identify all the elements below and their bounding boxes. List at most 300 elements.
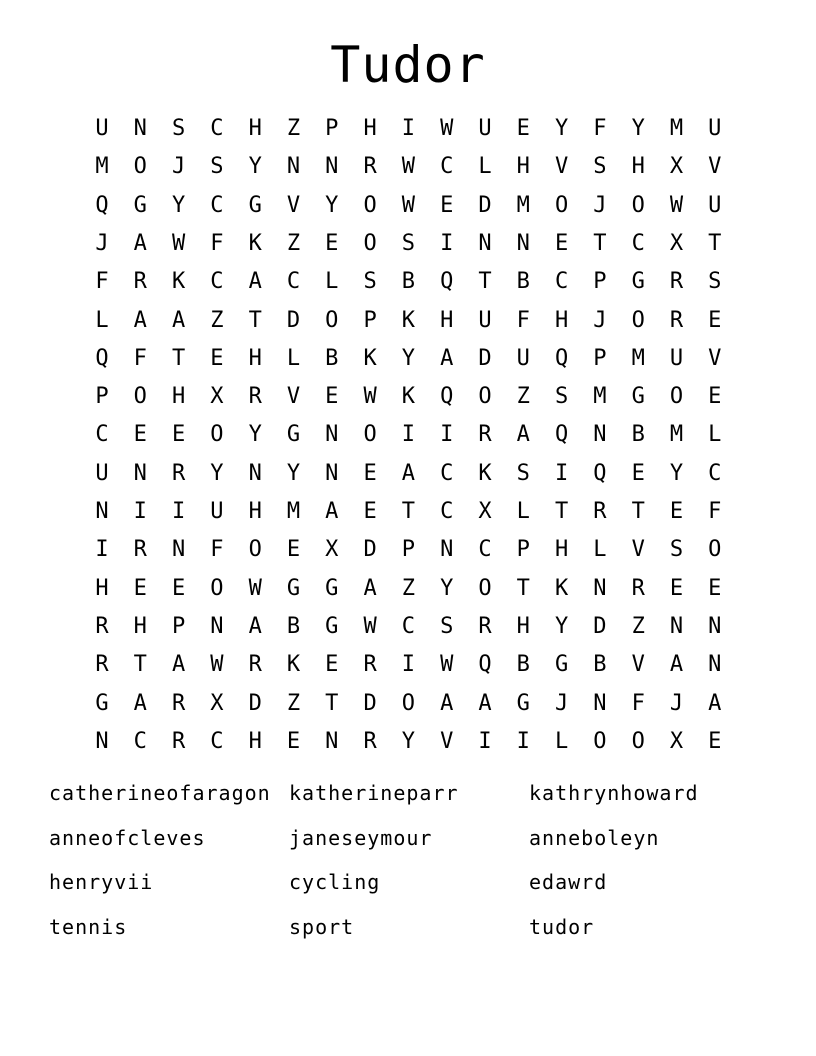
grid-letter[interactable]: M [669, 422, 684, 448]
grid-row [83, 723, 735, 761]
grid-letter[interactable]: E [708, 575, 722, 601]
grid-letter[interactable]: N [593, 422, 607, 448]
grid-letter[interactable]: I [554, 460, 569, 486]
grid-letter[interactable]: Y [171, 192, 186, 218]
grid-letter[interactable]: O [133, 154, 147, 180]
grid-letter[interactable]: N [516, 230, 530, 256]
grid-letter[interactable]: Y [440, 575, 454, 601]
grid-letter[interactable]: R [363, 154, 377, 180]
grid-letter[interactable]: G [325, 575, 339, 601]
grid-letter[interactable]: R [363, 728, 377, 754]
grid-letter[interactable]: A [516, 422, 530, 448]
grid-letter[interactable]: H [554, 537, 569, 563]
grid-letter[interactable]: C [133, 728, 147, 754]
grid-letter[interactable]: W [210, 652, 224, 678]
grid-letter[interactable]: S [210, 154, 224, 180]
grid-letter[interactable]: V [554, 154, 569, 180]
grid-letter[interactable]: M [286, 499, 301, 524]
grid-letter[interactable]: A [133, 230, 147, 256]
grid-letter[interactable]: G [631, 384, 645, 410]
grid-letter[interactable]: A [248, 269, 262, 295]
grid-letter[interactable]: E [516, 116, 530, 141]
grid-letter[interactable]: I [401, 116, 416, 141]
grid-letter[interactable]: N [325, 460, 339, 486]
grid-letter[interactable]: Z [286, 116, 301, 141]
grid-letter[interactable]: A [440, 690, 454, 716]
grid-letter[interactable]: E [708, 728, 722, 754]
grid-letter[interactable]: L [325, 269, 339, 295]
grid-letter[interactable]: B [516, 652, 530, 678]
grid-letter[interactable]: C [210, 269, 224, 295]
grid-letter[interactable]: R [363, 652, 377, 678]
grid-letter[interactable]: J [593, 307, 607, 333]
grid-letter[interactable]: K [286, 652, 301, 678]
grid-letter[interactable]: Y [554, 613, 569, 639]
grid-letter[interactable]: O [133, 384, 147, 410]
grid-letter[interactable]: N [95, 728, 109, 754]
grid-letter[interactable]: A [669, 652, 684, 678]
grid-letter[interactable]: E [325, 230, 339, 256]
grid-letter[interactable]: L [478, 154, 492, 180]
grid-letter[interactable]: Q [554, 345, 569, 371]
grid-letter[interactable]: L [95, 307, 109, 333]
grid-letter[interactable]: Q [95, 192, 109, 218]
grid-letter[interactable]: T [171, 345, 186, 371]
grid-letter[interactable]: I [171, 499, 186, 524]
grid-letter[interactable]: E [440, 192, 454, 218]
grid-letter[interactable]: G [325, 613, 339, 639]
grid-letter[interactable]: B [286, 613, 301, 639]
grid-letter[interactable]: I [478, 728, 492, 754]
grid-letter[interactable]: T [516, 575, 530, 601]
grid-letter[interactable]: N [248, 460, 262, 486]
grid-letter[interactable]: G [95, 690, 109, 716]
grid-letter[interactable]: O [554, 192, 569, 218]
word-list-item: katherineparr [289, 781, 459, 805]
grid-letter[interactable]: Z [401, 575, 416, 601]
grid-letter[interactable]: T [708, 230, 722, 256]
grid-letter[interactable]: R [133, 269, 147, 295]
grid-letter[interactable]: O [631, 728, 645, 754]
grid-letter[interactable]: E [363, 460, 377, 486]
grid-letter[interactable]: R [248, 384, 262, 410]
grid-letter[interactable]: N [133, 460, 147, 486]
grid-letter[interactable]: D [593, 613, 607, 639]
grid-letter[interactable]: Y [554, 116, 569, 141]
grid-letter[interactable]: O [631, 307, 645, 333]
grid-letter[interactable]: U [516, 345, 530, 371]
grid-letter[interactable]: E [171, 575, 186, 601]
grid-letter[interactable]: L [593, 537, 607, 563]
grid-letter[interactable]: K [401, 307, 416, 333]
grid-letter[interactable]: C [210, 192, 224, 218]
grid-letter[interactable]: P [516, 537, 530, 563]
grid-letter[interactable]: U [708, 116, 722, 141]
grid-letter[interactable]: G [286, 422, 301, 448]
grid-letter[interactable]: E [708, 307, 722, 333]
grid-letter[interactable]: N [325, 154, 339, 180]
grid-letter[interactable]: U [210, 499, 224, 524]
grid-letter[interactable]: N [708, 613, 722, 639]
grid-letter[interactable]: I [133, 499, 147, 524]
grid-letter[interactable]: Y [210, 460, 224, 486]
grid-letter[interactable]: A [440, 345, 454, 371]
grid-letter[interactable]: H [171, 384, 186, 410]
grid-letter[interactable]: A [401, 460, 416, 486]
grid-letter[interactable]: N [440, 537, 454, 563]
grid-letter[interactable]: G [133, 192, 147, 218]
grid-letter[interactable]: E [554, 230, 569, 256]
grid-letter[interactable]: J [669, 690, 684, 716]
grid-letter[interactable]: V [708, 154, 722, 180]
grid-letter[interactable]: A [363, 575, 377, 601]
grid-letter[interactable]: O [478, 575, 492, 601]
grid-letter[interactable]: H [95, 575, 109, 601]
grid-row [83, 646, 735, 684]
grid-letter[interactable]: Y [401, 728, 416, 754]
grid-letter[interactable]: O [363, 422, 377, 448]
grid-letter[interactable]: K [554, 575, 569, 601]
grid-letter[interactable]: R [95, 613, 109, 639]
grid-letter[interactable]: L [286, 345, 301, 371]
grid-letter[interactable]: Z [516, 384, 530, 410]
grid-letter[interactable]: P [363, 307, 377, 333]
grid-letter[interactable]: E [669, 499, 684, 524]
grid-letter[interactable]: Q [95, 345, 109, 371]
grid-letter[interactable]: F [631, 690, 645, 716]
grid-letter[interactable]: S [401, 230, 416, 256]
grid-letter[interactable]: N [210, 613, 224, 639]
grid-letter[interactable]: U [95, 116, 109, 141]
grid-letter[interactable]: E [133, 422, 147, 448]
grid-letter[interactable]: F [516, 307, 530, 333]
grid-letter[interactable]: O [363, 192, 377, 218]
grid-letter[interactable]: F [95, 269, 109, 295]
grid-letter[interactable]: H [363, 116, 377, 141]
grid-letter[interactable]: N [669, 613, 684, 639]
word-list-item: henryvii [49, 870, 154, 894]
grid-letter[interactable]: E [171, 422, 186, 448]
grid-letter[interactable]: A [708, 690, 722, 716]
grid-letter[interactable]: R [171, 690, 186, 716]
grid-letter[interactable]: N [133, 116, 147, 141]
grid-letter[interactable]: O [593, 728, 607, 754]
grid-letter[interactable]: H [133, 613, 147, 639]
grid-letter[interactable]: T [248, 307, 262, 333]
grid-letter[interactable]: K [478, 460, 492, 486]
grid-letter[interactable]: A [133, 690, 147, 716]
grid-letter[interactable]: L [708, 422, 722, 448]
grid-letter[interactable]: T [325, 690, 339, 716]
grid-letter[interactable]: D [478, 345, 492, 371]
grid-letter[interactable]: U [478, 116, 492, 141]
grid-letter[interactable]: I [440, 230, 454, 256]
grid-letter[interactable]: L [554, 728, 569, 754]
grid-letter[interactable]: W [171, 230, 186, 256]
grid-letter[interactable]: C [631, 230, 645, 256]
grid-letter[interactable]: A [478, 690, 492, 716]
grid-letter[interactable]: X [669, 728, 684, 754]
grid-letter[interactable]: M [631, 345, 645, 371]
grid-letter[interactable]: O [210, 422, 224, 448]
grid-letter[interactable]: M [593, 384, 607, 410]
grid-letter[interactable]: E [286, 537, 301, 563]
grid-letter[interactable]: F [593, 116, 607, 141]
grid-letter[interactable]: C [210, 728, 224, 754]
grid-letter[interactable]: E [363, 499, 377, 524]
grid-letter[interactable]: T [554, 499, 569, 524]
grid-letter[interactable]: C [440, 499, 454, 524]
grid-letter[interactable]: Q [478, 652, 492, 678]
grid-letter[interactable]: O [363, 230, 377, 256]
grid-letter[interactable]: J [95, 230, 109, 256]
grid-letter[interactable]: B [401, 269, 416, 295]
grid-letter[interactable]: S [363, 269, 377, 295]
grid-letter[interactable]: N [593, 690, 607, 716]
grid-letter[interactable]: Y [286, 460, 301, 486]
grid-letter[interactable]: C [708, 460, 722, 486]
word-list-item: anneboleyn [529, 825, 660, 850]
grid-letter[interactable]: S [593, 154, 607, 180]
grid-letter[interactable]: T [593, 230, 607, 256]
grid-letter[interactable]: U [708, 192, 722, 218]
grid-letter[interactable]: X [669, 154, 684, 180]
grid-letter[interactable]: E [631, 460, 645, 486]
grid-letter[interactable]: R [248, 652, 262, 678]
grid-letter[interactable]: T [401, 499, 416, 524]
word-list-item: tennis [49, 914, 128, 939]
grid-letter[interactable]: R [631, 575, 645, 601]
grid-letter[interactable]: U [669, 345, 684, 371]
grid-letter[interactable]: I [516, 728, 530, 754]
grid-letter[interactable]: M [95, 154, 109, 180]
grid-letter[interactable]: Z [286, 230, 301, 256]
grid-row [83, 340, 735, 378]
grid-letter[interactable]: V [440, 728, 454, 754]
grid-letter[interactable]: R [593, 499, 607, 524]
grid-letter[interactable]: O [248, 537, 262, 563]
grid-letter[interactable]: X [210, 690, 224, 716]
grid-letter[interactable]: V [286, 192, 301, 218]
grid-letter[interactable]: X [478, 499, 492, 524]
grid-letter[interactable]: Z [210, 307, 224, 333]
grid-letter[interactable]: Y [631, 116, 645, 141]
grid-letter[interactable]: H [516, 613, 530, 639]
grid-letter[interactable]: F [708, 499, 722, 524]
grid-letter[interactable]: G [554, 652, 569, 678]
grid-letter[interactable]: T [478, 269, 492, 295]
grid-letter[interactable]: S [171, 116, 186, 141]
grid-letter[interactable]: W [440, 652, 454, 678]
grid-row [83, 110, 735, 148]
grid-letter[interactable]: H [516, 154, 530, 180]
grid-letter[interactable]: R [478, 613, 492, 639]
grid-letter[interactable]: M [516, 192, 530, 218]
grid-letter[interactable]: O [631, 192, 645, 218]
grid-row [83, 263, 735, 301]
grid-letter[interactable]: J [593, 192, 607, 218]
grid-letter[interactable]: N [708, 652, 722, 678]
grid-letter[interactable]: C [210, 116, 224, 141]
grid-letter[interactable]: Q [440, 269, 454, 295]
grid-letter[interactable]: H [440, 307, 454, 333]
grid-letter[interactable]: O [669, 384, 684, 410]
grid-letter[interactable]: N [95, 499, 109, 524]
grid-letter[interactable]: X [325, 537, 339, 563]
grid-letter[interactable]: K [171, 269, 186, 295]
grid-letter[interactable]: U [478, 307, 492, 333]
grid-letter[interactable]: G [248, 192, 262, 218]
grid-letter[interactable]: P [401, 537, 416, 563]
grid-letter[interactable]: R [95, 652, 109, 678]
grid-letter[interactable]: Y [669, 460, 684, 486]
grid-letter[interactable]: N [478, 230, 492, 256]
grid-letter[interactable]: X [669, 230, 684, 256]
grid-letter[interactable]: W [440, 116, 454, 141]
grid-letter[interactable]: G [286, 575, 301, 601]
grid-letter[interactable]: K [363, 345, 377, 371]
grid-letter[interactable]: G [631, 269, 645, 295]
grid-letter[interactable]: Z [631, 613, 645, 639]
grid-letter[interactable]: W [669, 192, 684, 218]
grid-letter[interactable]: E [669, 575, 684, 601]
grid-letter[interactable]: B [593, 652, 607, 678]
grid-letter[interactable]: N [286, 154, 301, 180]
grid-letter[interactable]: H [248, 728, 262, 754]
grid-letter[interactable]: N [325, 422, 339, 448]
grid-letter[interactable]: A [171, 307, 186, 333]
grid-letter[interactable]: U [95, 460, 109, 486]
grid-letter[interactable]: E [708, 384, 722, 410]
grid-letter[interactable]: O [325, 307, 339, 333]
grid-letter[interactable]: Y [248, 422, 262, 448]
grid-letter[interactable]: P [325, 116, 339, 141]
grid-letter[interactable]: K [401, 384, 416, 410]
grid-row [83, 608, 735, 646]
grid-letter[interactable]: O [708, 537, 722, 563]
grid-letter[interactable]: A [171, 652, 186, 678]
grid-letter[interactable]: P [593, 345, 607, 371]
grid-letter[interactable]: E [210, 345, 224, 371]
grid-letter[interactable]: Y [401, 345, 416, 371]
grid-letter[interactable]: V [631, 652, 645, 678]
grid-letter[interactable]: W [363, 384, 377, 410]
grid-letter[interactable]: D [363, 690, 377, 716]
grid-letter[interactable]: S [708, 269, 722, 295]
grid-letter[interactable]: H [631, 154, 645, 180]
grid-letter[interactable]: E [286, 728, 301, 754]
grid-letter[interactable]: C [286, 269, 301, 295]
grid-letter[interactable]: J [554, 690, 569, 716]
grid-letter[interactable]: R [171, 728, 186, 754]
grid-letter[interactable]: S [440, 613, 454, 639]
grid-letter[interactable]: A [325, 499, 339, 524]
grid-letter[interactable]: H [554, 307, 569, 333]
grid-letter[interactable]: K [248, 230, 262, 256]
grid-letter[interactable]: W [363, 613, 377, 639]
grid-letter[interactable]: B [516, 269, 530, 295]
grid-letter[interactable]: Y [325, 192, 339, 218]
grid-letter[interactable]: Q [593, 460, 607, 486]
grid-letter[interactable]: G [516, 690, 530, 716]
grid-letter[interactable]: I [401, 422, 416, 448]
grid-letter[interactable]: X [210, 384, 224, 410]
grid-letter[interactable]: V [708, 345, 722, 371]
grid-letter[interactable]: B [631, 422, 645, 448]
grid-letter[interactable]: D [363, 537, 377, 563]
grid-letter[interactable]: E [133, 575, 147, 601]
grid-letter[interactable]: R [478, 422, 492, 448]
grid-letter[interactable]: V [286, 384, 301, 410]
grid-letter[interactable]: M [669, 116, 684, 141]
grid-letter[interactable]: V [631, 537, 645, 563]
grid-letter[interactable]: N [325, 728, 339, 754]
grid-letter[interactable]: B [325, 345, 339, 371]
grid-letter[interactable]: W [401, 192, 416, 218]
grid-letter[interactable]: N [593, 575, 607, 601]
grid-letter[interactable]: E [325, 384, 339, 410]
grid-letter[interactable]: Z [286, 690, 301, 716]
grid-letter[interactable]: C [440, 154, 454, 180]
grid-letter[interactable]: C [95, 422, 109, 448]
grid-letter[interactable]: F [210, 230, 224, 256]
grid-letter[interactable]: W [248, 575, 262, 601]
grid-letter[interactable]: F [133, 345, 147, 371]
grid-letter[interactable]: R [133, 537, 147, 563]
grid-letter[interactable]: H [248, 116, 262, 141]
grid-letter[interactable]: A [248, 613, 262, 639]
grid-letter[interactable]: E [325, 652, 339, 678]
grid-letter[interactable]: S [554, 384, 569, 410]
grid-letter[interactable]: T [133, 652, 147, 678]
grid-letter[interactable]: O [210, 575, 224, 601]
grid-letter[interactable]: I [401, 652, 416, 678]
grid-letter[interactable]: P [171, 613, 186, 639]
grid-letter[interactable]: Y [248, 154, 262, 180]
grid-letter[interactable]: S [516, 460, 530, 486]
grid-letter[interactable]: P [593, 269, 607, 295]
grid-letter[interactable]: R [171, 460, 186, 486]
grid-letter[interactable]: C [478, 537, 492, 563]
grid-letter[interactable]: D [286, 307, 301, 333]
grid-letter[interactable]: S [669, 537, 684, 563]
grid-letter[interactable]: R [669, 269, 684, 295]
grid-letter[interactable]: W [401, 154, 416, 180]
grid-letter[interactable]: Q [440, 384, 454, 410]
grid-letter[interactable]: C [401, 613, 416, 639]
grid-letter[interactable]: F [210, 537, 224, 563]
grid-letter[interactable]: I [95, 537, 109, 563]
word-list-item: janeseymour [289, 825, 433, 850]
grid-letter[interactable]: A [133, 307, 147, 333]
grid-letter[interactable]: Q [554, 422, 569, 448]
grid-letter[interactable]: I [440, 422, 454, 448]
grid-letter[interactable]: N [171, 537, 186, 563]
grid-letter[interactable]: C [554, 269, 569, 295]
grid-letter[interactable]: D [248, 690, 262, 716]
grid-letter[interactable]: H [248, 345, 262, 371]
grid-letter[interactable]: C [440, 460, 454, 486]
grid-letter[interactable]: H [248, 499, 262, 524]
grid-letter[interactable]: D [478, 192, 492, 218]
grid-letter[interactable]: R [669, 307, 684, 333]
grid-letter[interactable]: J [171, 154, 186, 180]
grid-letter[interactable]: L [516, 499, 530, 524]
grid-letter[interactable]: T [631, 499, 645, 524]
grid-letter[interactable]: O [401, 690, 416, 716]
grid-letter[interactable]: O [478, 384, 492, 410]
grid-letter[interactable]: P [95, 384, 109, 410]
